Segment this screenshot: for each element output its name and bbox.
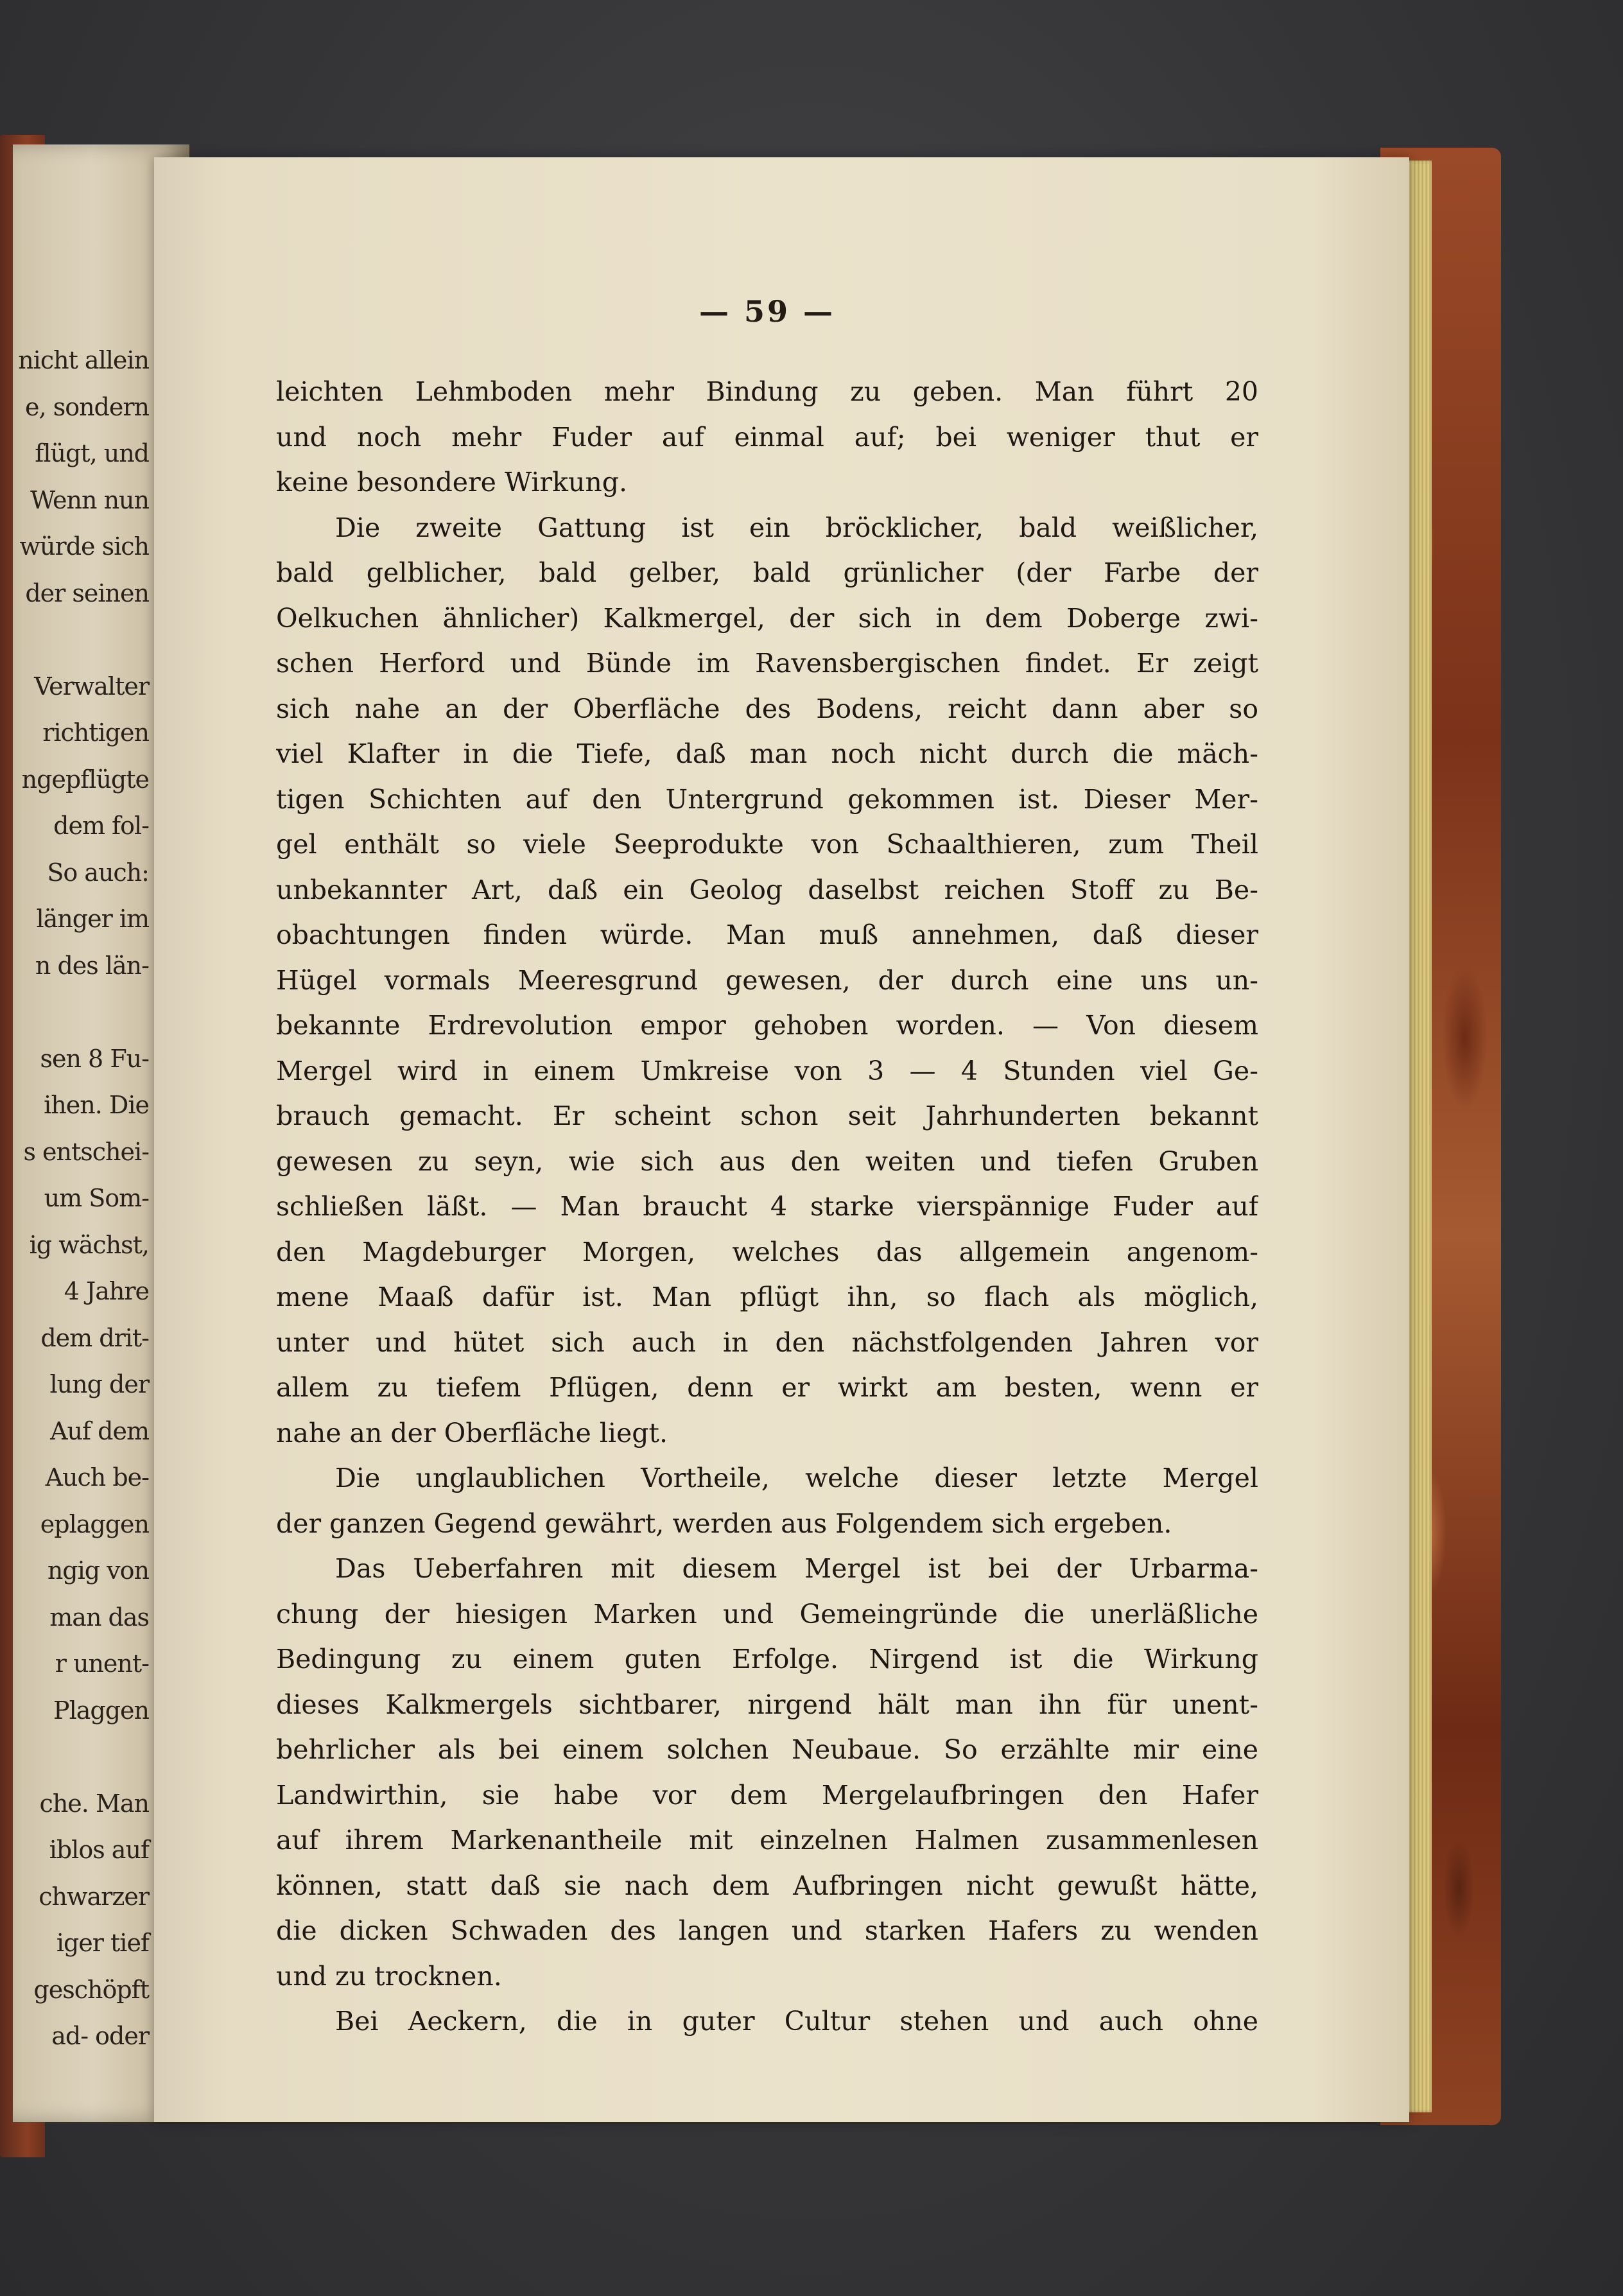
text-line: allem zu tiefem Pflügen, denn er wirkt am besten, wenn er (276, 1372, 1258, 1403)
previous-page-line: man das (49, 1603, 149, 1631)
previous-page-line: ngig von (47, 1556, 149, 1585)
previous-page-line: 4 Jahre (64, 1277, 149, 1305)
text-line: chung der hiesigen Marken und Gemeingründe die unerläßliche (276, 1598, 1258, 1630)
text-line: obachtungen finden würde. Man muß annehmen, daß dieser (276, 919, 1258, 950)
text-line: und noch mehr Fuder auf einmal auf; bei weniger thut er (276, 421, 1258, 453)
text-line: behrlicher als bei einem solchen Neubaue. So erzählte mir eine (276, 1734, 1258, 1765)
text-line: Hügel vormals Meeresgrund gewesen, der durch eine uns un- (276, 964, 1258, 996)
previous-page-line: So auch: (47, 858, 149, 887)
previous-page-line: Wenn nun (30, 485, 149, 514)
text-line: Das Ueberfahren mit diesem Mergel ist bei der Urbarma- (335, 1553, 1258, 1584)
previous-page-line: sen 8 Fu- (40, 1044, 149, 1073)
text-line: Die unglaublichen Vortheile, welche dieser letzte Mergel (335, 1463, 1258, 1493)
previous-page-line: dem fol- (53, 812, 149, 840)
page-body-text (276, 369, 1258, 2044)
previous-page-line: flügt, und (35, 439, 149, 467)
text-line: unbekannter Art, daß ein Geolog daselbst reichen Stoff zu Be- (276, 874, 1258, 905)
book-page (154, 157, 1409, 2122)
previous-page-line: eplaggen (40, 1509, 149, 1538)
text-line: Landwirthin, sie habe vor dem Mergelaufbringen den Hafer (276, 1779, 1258, 1811)
text-line: tigen Schichten auf den Untergrund gekommen ist. Dieser Mer- (276, 783, 1258, 815)
previous-page-line: geschöpft (33, 1975, 149, 2004)
previous-page-line: r unent- (55, 1649, 149, 1678)
text-line: Mergel wird in einem Umkreise von 3 — 4 Stunden viel Ge- (276, 1055, 1258, 1086)
previous-page-line: iblos auf (49, 1836, 149, 1864)
text-line: können, statt daß sie nach dem Aufbringen nicht gewußt hätte, (276, 1870, 1258, 1901)
text-line: Bei Aeckern, die in guter Cultur stehen und auch ohne (335, 2006, 1258, 2037)
text-line: nahe an der Oberfläche liegt. (276, 1417, 668, 1448)
text-line: bekannte Erdrevolution empor gehoben worden. — Von diesem (276, 1010, 1258, 1041)
text-line: gewesen zu seyn, wie sich aus den weiten und tiefen Gruben (276, 1145, 1258, 1177)
previous-page-line: e, sondern (25, 392, 149, 421)
text-line: gel enthält so viele Seeprodukte von Schaalthieren, zum Theil (276, 829, 1258, 860)
previous-page-line: n des län- (35, 951, 149, 980)
text-line: viel Klafter in die Tiefe, daß man noch nicht durch die mäch- (276, 738, 1258, 769)
previous-page-line: Plaggen (53, 1696, 149, 1725)
text-line: leichten Lehmboden mehr Bindung zu geben. Man führt 20 (276, 376, 1258, 407)
text-line: bald gelblicher, bald gelber, bald grünlicher (der Farbe der (276, 557, 1258, 588)
text-line: Oelkuchen ähnlicher) Kalkmergel, der sich in dem Doberge zwi- (276, 602, 1258, 634)
text-line: sich nahe an der Oberfläche des Bodens, reicht dann aber so (276, 693, 1258, 724)
text-line: keine besondere Wirkung. (276, 467, 628, 498)
previous-page-line: ad- oder (51, 2022, 149, 2050)
previous-page-line: richtigen (42, 718, 149, 747)
text-line: unter und hütet sich auch in den nächstfolgenden Jahren vor (276, 1326, 1258, 1358)
page-content (276, 286, 1258, 2044)
previous-page-line: Auf dem (50, 1416, 149, 1445)
text-line: die dicken Schwaden des langen und starken Hafers zu wenden (276, 1915, 1258, 1946)
previous-page-line: che. Man (39, 1789, 149, 1818)
text-line: schließen läßt. — Man braucht 4 starke vierspännige Fuder auf (276, 1191, 1258, 1222)
previous-page-line: der seinen (25, 578, 149, 607)
text-line: und zu trocknen. (276, 1960, 502, 1992)
previous-page-line: chwarzer (39, 1882, 149, 1911)
previous-page-line: dem drit- (40, 1323, 149, 1352)
previous-page-line: würde sich (19, 532, 149, 561)
text-line: dieses Kalkmergels sichtbarer, nirgend hält man ihn für unent- (276, 1689, 1258, 1720)
previous-page-line: iger tief (56, 1929, 149, 1957)
previous-page-line: ngepflügte (21, 765, 149, 794)
text-line: Bedingung zu einem guten Erfolge. Nirgend ist die Wirkung (276, 1644, 1258, 1674)
previous-page-line: um Som- (44, 1184, 149, 1212)
previous-page-line: lung der (49, 1370, 149, 1398)
previous-page-line: Auch be- (45, 1463, 149, 1492)
text-line: brauch gemacht. Er scheint schon seit Jahrhunderten bekannt (276, 1100, 1258, 1131)
previous-page-line: ihen. Die (44, 1091, 149, 1119)
text-line: mene Maaß dafür ist. Man pflügt ihn, so flach als möglich, (276, 1282, 1258, 1312)
previous-page-line: ig wächst, (29, 1230, 149, 1259)
text-line: Die zweite Gattung ist ein bröcklicher, bald weißlicher, (335, 512, 1258, 543)
previous-page-line: nicht allein (18, 346, 149, 374)
text-line: auf ihrem Markenantheile mit einzelnen Halmen zusammenlesen (276, 1825, 1258, 1856)
text-line: den Magdeburger Morgen, welches das allgemein angenom- (276, 1236, 1258, 1267)
previous-page-line: länger im (36, 905, 149, 933)
page-number: — 59 — (699, 294, 836, 329)
text-line: schen Herford und Bünde im Ravensbergischen findet. Er zeigt (276, 648, 1258, 679)
text-line: der ganzen Gegend gewährt, werden aus Folgendem sich ergeben. (276, 1508, 1172, 1539)
previous-page-line: s entschei- (23, 1137, 149, 1166)
previous-page-line: Verwalter (34, 672, 149, 700)
